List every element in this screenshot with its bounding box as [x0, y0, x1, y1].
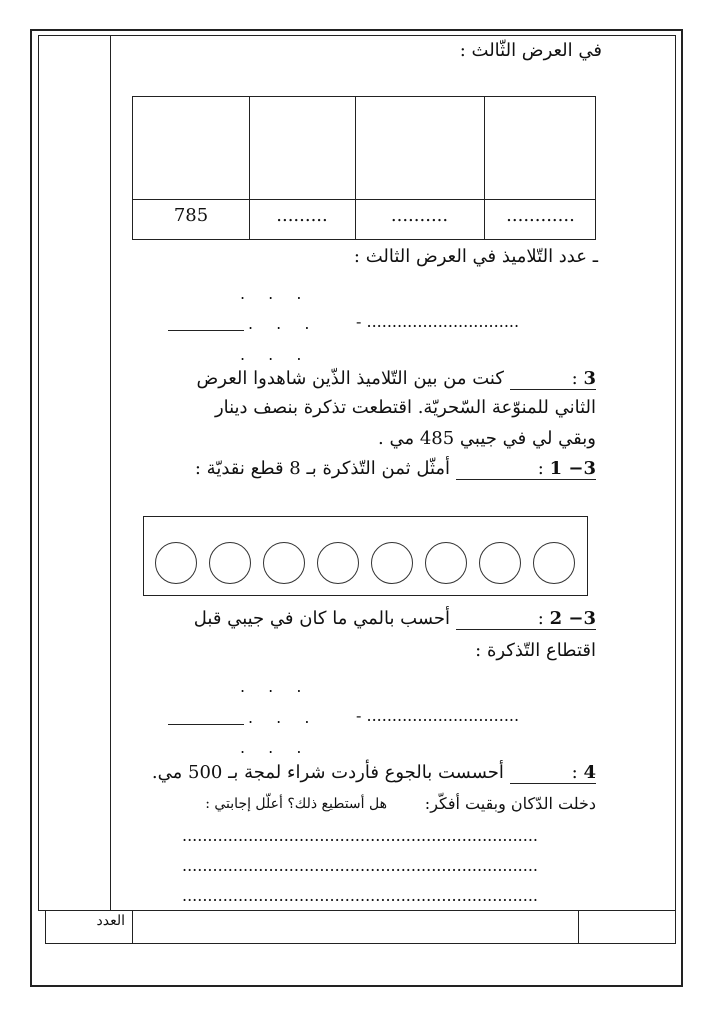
coin-circle[interactable] [317, 542, 359, 584]
answer-line[interactable]: ...................................................................... [182, 856, 539, 875]
problem4-line2a: دخلت الدّكان وبقيت أفكّر: [424, 794, 596, 813]
coin-circle[interactable] [209, 542, 251, 584]
question-3-1: 3− 1 : أمثّل ثمن التّذكرة بـ 8 قطع نقديّة : [194, 458, 596, 479]
answer-line[interactable]: ...................................................................... [182, 886, 539, 905]
dots-row: . . . [248, 708, 319, 727]
place-value-table [132, 96, 596, 240]
score-table [45, 910, 676, 944]
problem4-line1: 4 : أحسست بالجوع فأردت شراء لمجة بـ 500 مي. [151, 762, 596, 783]
coins-box [143, 516, 588, 596]
dots-row: . . . [240, 677, 311, 696]
answer-blank-line[interactable] [168, 724, 244, 725]
table-cell-blank[interactable]: ............ [506, 205, 575, 226]
dots-row: . . . [240, 738, 311, 757]
table-cell-blank[interactable]: .......... [390, 205, 449, 226]
dots-row: . . . [248, 314, 319, 333]
dots-row: . . . [240, 284, 311, 303]
problem4-number: 4 [583, 762, 596, 783]
answer-dots[interactable]: - .............................. [356, 706, 520, 725]
coin-circle[interactable] [263, 542, 305, 584]
coin-circle[interactable] [533, 542, 575, 584]
problem3-number: 3 [583, 368, 596, 389]
question-3-1-number: 3− 1 [549, 458, 596, 479]
problem3-line3: وبقي لي في جيبي 485 مي . [378, 428, 596, 449]
coin-circle[interactable] [425, 542, 467, 584]
answer-line[interactable]: ...................................................................... [182, 826, 539, 845]
problem3-line1: 3 : كنت من بين التّلاميذ الذّين شاهدوا العرض [196, 368, 596, 389]
question-3-2-number: 3− 2 [549, 608, 596, 629]
score-label: العدد [96, 913, 125, 929]
question-3-2: 3− 2 : أحسب بالمي ما كان في جيبي قبل [193, 608, 596, 629]
section-third-show-heading: في العرض الثّالث : [459, 40, 602, 61]
dots-row: . . . [240, 345, 311, 364]
margin-line [110, 35, 111, 911]
students-count-label: ـ عدد التّلاميذ في العرض الثالث : [353, 246, 598, 267]
answer-blank-line[interactable] [168, 330, 244, 331]
coin-circle[interactable] [155, 542, 197, 584]
problem4-line2b: هل أستطيع ذلك؟ أعلّل إجابتي : [205, 796, 387, 812]
coin-circle[interactable] [479, 542, 521, 584]
coin-circle[interactable] [371, 542, 413, 584]
table-cell-value: 785 [173, 205, 209, 226]
answer-dots[interactable]: - .............................. [356, 312, 520, 331]
problem3-line2: الثاني للمنوّعة السّحريّة. اقتطعت تذكرة بنصف دينار [214, 397, 596, 418]
question-3-2-line2: اقتطاع التّذكرة : [475, 640, 596, 661]
table-cell-blank[interactable]: ......... [276, 205, 328, 226]
